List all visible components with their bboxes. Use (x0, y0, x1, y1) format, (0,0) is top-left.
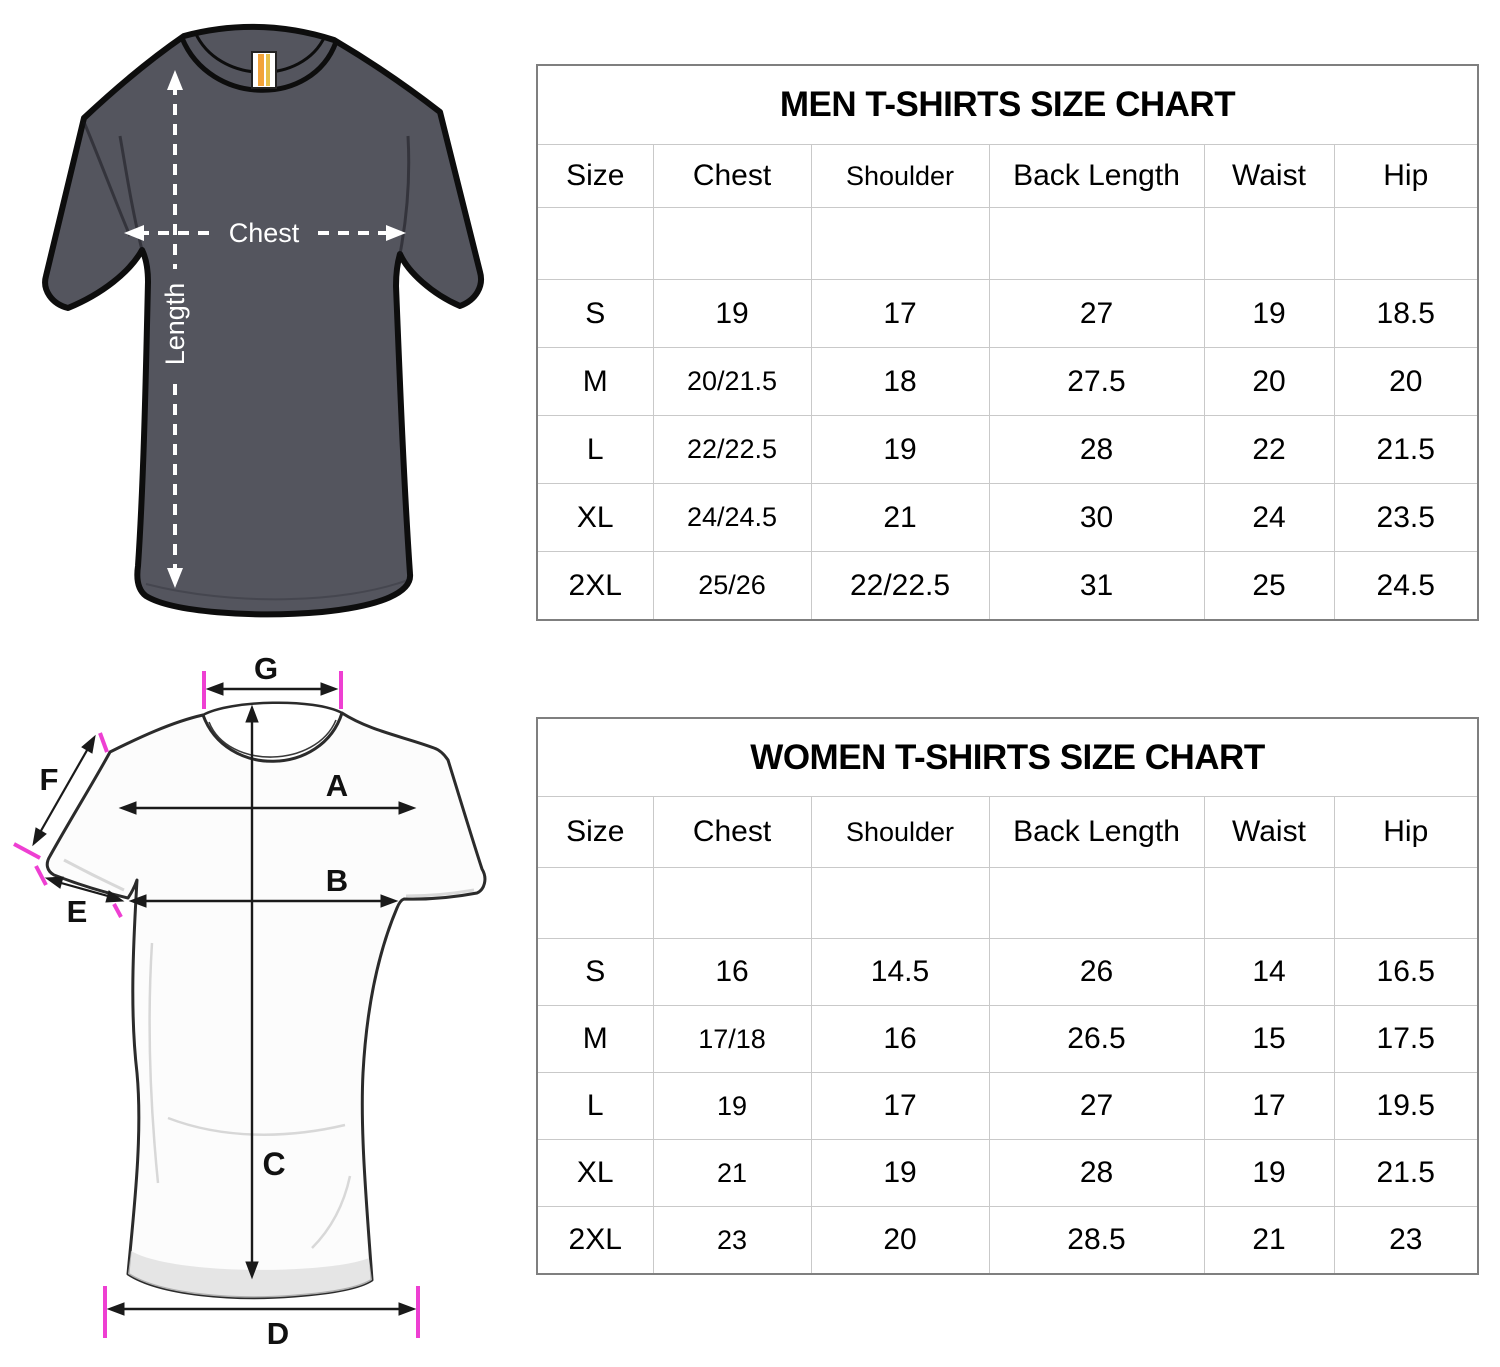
women-tshirt-measurement-diagram (0, 648, 500, 1367)
spacer-cell (1334, 868, 1478, 939)
size-cell: 2XL (537, 552, 653, 621)
women-col-header-shoulder: Shoulder (811, 797, 989, 868)
waist-cell: 24 (1204, 484, 1334, 552)
women-back-neck-line (203, 703, 342, 715)
chest-cell: 25/26 (653, 552, 811, 621)
hip-cell: 23 (1334, 1207, 1478, 1275)
neck-tag-yellow-stripe (266, 54, 270, 86)
women-col-header-back-length: Back Length (989, 797, 1204, 868)
chest-cell: 22/22.5 (653, 416, 811, 484)
spacer-cell (989, 208, 1204, 280)
men-col-header-size: Size (537, 145, 653, 208)
shoulder-cell: 16 (811, 1006, 989, 1073)
hip-cell: 20 (1334, 348, 1478, 416)
chest-cell: 19 (653, 280, 811, 348)
men-table-row-l (537, 416, 1478, 484)
spacer-cell (537, 868, 653, 939)
men-table-row-m (537, 348, 1478, 416)
e-arrowhead-left (46, 877, 63, 888)
size-cell: XL (537, 484, 653, 552)
waist-cell: 20 (1204, 348, 1334, 416)
neck-tag-orange-stripe (258, 54, 264, 86)
men-col-header-waist: Waist (1204, 145, 1334, 208)
women-table-row-2xl (537, 1207, 1478, 1275)
e-tick-left (36, 866, 46, 885)
spacer-cell (811, 208, 989, 280)
hip-cell: 24.5 (1334, 552, 1478, 621)
men-table-row-xl (537, 484, 1478, 552)
g-arrowhead-left (207, 683, 223, 695)
spacer-cell (1204, 868, 1334, 939)
waist-cell: 14 (1204, 939, 1334, 1006)
waist-cell: 21 (1204, 1207, 1334, 1275)
men-col-header-shoulder: Shoulder (811, 145, 989, 208)
chest-label: Chest (228, 218, 300, 248)
women-table-title-row (537, 718, 1478, 797)
size-cell: L (537, 416, 653, 484)
men-shirt-body (45, 27, 481, 614)
size-cell: S (537, 939, 653, 1006)
chest-cell: 19 (653, 1073, 811, 1140)
shoulder-cell: 22/22.5 (811, 552, 989, 621)
men-shirt-graphic (45, 27, 481, 614)
chest-cell: 16 (653, 939, 811, 1006)
back-length-cell: 27 (989, 1073, 1204, 1140)
size-cell: M (537, 348, 653, 416)
back-length-cell: 26 (989, 939, 1204, 1006)
shoulder-cell: 14.5 (811, 939, 989, 1006)
men-col-header-chest: Chest (653, 145, 811, 208)
size-cell: S (537, 280, 653, 348)
size-cell: L (537, 1073, 653, 1140)
shoulder-cell: 21 (811, 484, 989, 552)
waist-cell: 17 (1204, 1073, 1334, 1140)
women-table-spacer-row (537, 868, 1478, 939)
b-label: B (325, 863, 349, 898)
chest-cell: 17/18 (653, 1006, 811, 1073)
waist-cell: 19 (1204, 280, 1334, 348)
waist-cell: 15 (1204, 1006, 1334, 1073)
f-label: F (39, 762, 59, 797)
back-length-cell: 27.5 (989, 348, 1204, 416)
women-table-row-s (537, 939, 1478, 1006)
e-tick-right (114, 904, 121, 917)
back-length-cell: 31 (989, 552, 1204, 621)
spacer-cell (537, 208, 653, 280)
men-neck-tag (252, 52, 276, 88)
size-cell: M (537, 1006, 653, 1073)
hip-cell: 17.5 (1334, 1006, 1478, 1073)
women-table-row-l (537, 1073, 1478, 1140)
a-label: A (325, 768, 349, 803)
spacer-cell (989, 868, 1204, 939)
back-length-cell: 28 (989, 416, 1204, 484)
spacer-cell (1204, 208, 1334, 280)
back-length-cell: 30 (989, 484, 1204, 552)
men-table-header-row (537, 145, 1478, 208)
women-col-header-chest: Chest (653, 797, 811, 868)
men-tshirt-measurement-diagram (12, 14, 512, 626)
d-arrowhead-left (108, 1303, 124, 1315)
women-table-row-xl (537, 1140, 1478, 1207)
chest-cell: 20/21.5 (653, 348, 811, 416)
back-length-cell: 28.5 (989, 1207, 1204, 1275)
spacer-cell (811, 868, 989, 939)
women-col-header-size: Size (537, 797, 653, 868)
f-arrowhead-bottom (33, 828, 46, 845)
spacer-cell (1334, 208, 1478, 280)
waist-cell: 25 (1204, 552, 1334, 621)
shoulder-cell: 19 (811, 416, 989, 484)
waist-cell: 22 (1204, 416, 1334, 484)
women-col-header-waist: Waist (1204, 797, 1334, 868)
back-length-cell: 27 (989, 280, 1204, 348)
men-table-title-row (537, 65, 1478, 145)
hip-cell: 21.5 (1334, 1140, 1478, 1207)
men-table-spacer-row (537, 208, 1478, 280)
men-size-chart-table (536, 64, 1477, 621)
back-length-cell: 28 (989, 1140, 1204, 1207)
men-table-row-2xl (537, 552, 1478, 621)
size-cell: XL (537, 1140, 653, 1207)
c-arrowhead-top (246, 706, 258, 722)
chest-cell: 24/24.5 (653, 484, 811, 552)
chest-cell: 23 (653, 1207, 811, 1275)
spacer-cell (653, 208, 811, 280)
spacer-cell (653, 868, 811, 939)
men-col-header-back-length: Back Length (989, 145, 1204, 208)
waist-cell: 19 (1204, 1140, 1334, 1207)
length-label: Length (160, 282, 190, 366)
hip-cell: 23.5 (1334, 484, 1478, 552)
women-table-row-m (537, 1006, 1478, 1073)
measure-g-neck-width (204, 651, 341, 709)
women-shirt-graphic (14, 651, 485, 1351)
men-table-title: MEN T-SHIRTS SIZE CHART (537, 65, 1478, 145)
g-label: G (253, 651, 279, 686)
e-label: E (66, 894, 88, 929)
women-col-header-hip: Hip (1334, 797, 1478, 868)
women-size-chart-table (536, 717, 1477, 1275)
women-shirt-body (47, 713, 485, 1298)
f-tick-bottom (14, 844, 40, 858)
shoulder-cell: 20 (811, 1207, 989, 1275)
women-table-title: WOMEN T-SHIRTS SIZE CHART (537, 718, 1478, 797)
length-label-group (156, 269, 194, 379)
men-table-row-s (537, 280, 1478, 348)
shoulder-cell: 19 (811, 1140, 989, 1207)
size-cell: 2XL (537, 1207, 653, 1275)
d-label: D (266, 1316, 290, 1351)
men-col-header-hip: Hip (1334, 145, 1478, 208)
shoulder-cell: 18 (811, 348, 989, 416)
women-table-header-row (537, 797, 1478, 868)
shoulder-cell: 17 (811, 280, 989, 348)
chest-cell: 21 (653, 1140, 811, 1207)
back-length-cell: 26.5 (989, 1006, 1204, 1073)
hip-cell: 18.5 (1334, 280, 1478, 348)
hip-cell: 19.5 (1334, 1073, 1478, 1140)
f-arrowhead-top (82, 736, 95, 753)
d-arrowhead-right (399, 1303, 415, 1315)
hip-cell: 16.5 (1334, 939, 1478, 1006)
f-tick-top (100, 733, 107, 752)
g-arrowhead-right (321, 683, 337, 695)
c-label: C (262, 1146, 286, 1182)
hip-cell: 21.5 (1334, 416, 1478, 484)
shoulder-cell: 17 (811, 1073, 989, 1140)
